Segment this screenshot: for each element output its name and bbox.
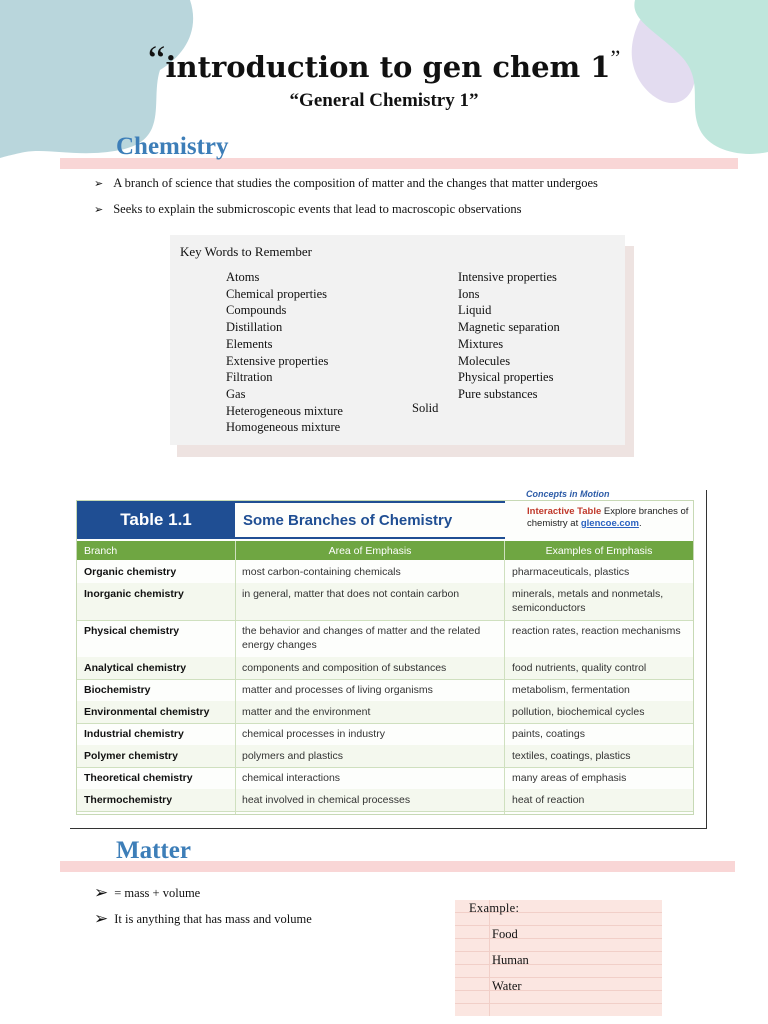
- chemistry-bullet-2: [94, 202, 521, 217]
- table-title: Some Branches of Chemistry: [235, 501, 505, 539]
- area-cell: chemical interactions: [242, 772, 341, 784]
- branch-cell: Physical chemistry: [84, 625, 180, 637]
- keyword-item: Pure substances: [458, 386, 538, 401]
- branch-cell: Analytical chemistry: [84, 662, 187, 674]
- keywords-left-column: [226, 269, 343, 436]
- area-cell: most carbon-containing chemicals: [242, 566, 401, 578]
- branch-cell: Theoretical chemistry: [84, 772, 193, 784]
- keyword-item: Filtration: [226, 370, 273, 385]
- keyword-item: Liquid: [458, 303, 492, 318]
- area-cell: components and composition of substances: [242, 662, 447, 674]
- branches-table: [76, 500, 694, 815]
- keyword-item: Ions: [458, 286, 480, 301]
- area-cell: chemical processes in industry: [242, 728, 385, 740]
- page-subtitle: “General Chemistry 1”: [289, 90, 479, 111]
- keyword-item: Chemical properties: [226, 286, 328, 301]
- keywords-box: [170, 235, 625, 445]
- area-cell: polymers and plastics: [242, 750, 343, 762]
- area-cell: matter and processes of living organisms: [242, 684, 433, 696]
- arrow-bullet-icon: ➢: [94, 178, 104, 190]
- keyword-item: Heterogeneous mixture: [226, 403, 343, 418]
- glencoe-link[interactable]: glencoe.com: [580, 518, 639, 529]
- table-row: [77, 745, 693, 768]
- interactive-table-text: Explore branches of chemistry at: [527, 506, 689, 529]
- interactive-table-note: [527, 506, 692, 530]
- title-close-quote: ”: [610, 45, 621, 70]
- column-header-label: Area of Emphasis: [328, 544, 412, 557]
- keyword-item: Distillation: [226, 320, 283, 335]
- title-text: introduction to gen chem 1: [165, 50, 611, 84]
- arrow-bullet-icon: ➢: [94, 204, 104, 216]
- branch-cell: Environmental chemistry: [84, 706, 210, 718]
- period: .: [638, 518, 642, 529]
- bullet-text: Seeks to explain the submicroscopic events that lead to macroscopic observations: [113, 202, 522, 216]
- table-row: [77, 701, 693, 724]
- column-header-area: [236, 541, 504, 560]
- examples-cell: heat of reaction: [512, 794, 585, 806]
- page-title: [0, 37, 768, 87]
- branch-cell: Biochemistry: [84, 684, 151, 696]
- keyword-item: Elements: [226, 336, 273, 351]
- keyword-item: Physical properties: [458, 370, 554, 385]
- keyword-item: Intensive properties: [458, 270, 557, 284]
- column-divider: [235, 541, 236, 814]
- bullet-text: It is anything that has mass and volume: [114, 911, 312, 926]
- examples-cell: metabolism, fermentation: [512, 684, 630, 696]
- examples-cell: food nutrients, quality control: [512, 662, 647, 674]
- example-title: Example:: [469, 901, 520, 915]
- concepts-in-motion-logo: Concepts in Motion: [526, 489, 610, 499]
- examples-cell: reaction rates, reaction mechanisms: [512, 625, 681, 637]
- keyword-item: Extensive properties: [226, 353, 329, 368]
- area-cell: in general, matter that does not contain carbon: [242, 588, 460, 600]
- branches-table-figure: [70, 490, 707, 829]
- column-header-label: Branch: [84, 544, 118, 557]
- example-box-margin-line: [489, 900, 490, 1016]
- keyword-item: Gas: [226, 386, 246, 401]
- branch-cell: Inorganic chemistry: [84, 588, 184, 600]
- arrow-bullet-icon: ➢: [94, 883, 109, 902]
- branch-cell: Organic chemistry: [84, 566, 177, 578]
- chemistry-bullet-1: [94, 176, 598, 191]
- example-item: Human: [492, 953, 529, 967]
- examples-cell: many areas of emphasis: [512, 772, 627, 784]
- interactive-table-label: Interactive Table: [527, 506, 602, 517]
- title-open-quote: “: [147, 37, 166, 82]
- keywords-title: Key Words to Remember: [180, 244, 312, 259]
- bullet-text: = mass + volume: [114, 885, 201, 900]
- example-item: Water: [492, 979, 522, 993]
- examples-cell: pharmaceuticals, plastics: [512, 566, 630, 578]
- keyword-item: Magnetic separation: [458, 320, 560, 335]
- table-row: [77, 767, 693, 790]
- table-row: [77, 723, 693, 746]
- examples-cell: textiles, coatings, plastics: [512, 750, 631, 762]
- examples-cell: paints, coatings: [512, 728, 585, 740]
- branch-cell: Industrial chemistry: [84, 728, 184, 740]
- keywords-right-column: [458, 269, 560, 403]
- column-header-examples: [505, 541, 693, 560]
- keyword-item: Atoms: [226, 270, 260, 284]
- table-row: [77, 679, 693, 702]
- matter-heading: Matter: [116, 837, 191, 864]
- example-box: [455, 900, 662, 1016]
- table-row: [77, 657, 693, 680]
- column-header-branch: [77, 541, 235, 560]
- examples-cell: minerals, metals and nonmetals, semiconductors: [512, 588, 664, 614]
- branch-cell: Thermochemistry: [84, 794, 173, 806]
- matter-bullet-1: [94, 883, 200, 903]
- table-row: [77, 561, 693, 584]
- keyword-item: Molecules: [458, 353, 511, 368]
- table-number: Table 1.1: [77, 501, 235, 539]
- keyword-item: Homogeneous mixture: [226, 420, 341, 435]
- table-row: [77, 583, 693, 621]
- keyword-item-solid: Solid: [412, 401, 439, 415]
- example-item: Food: [492, 927, 518, 941]
- area-cell: heat involved in chemical processes: [242, 794, 411, 806]
- keyword-item: Mixtures: [458, 336, 504, 351]
- examples-cell: pollution, biochemical cycles: [512, 706, 645, 718]
- column-divider: [504, 541, 505, 814]
- keyword-item: Compounds: [226, 303, 287, 318]
- matter-bullet-2: [94, 909, 312, 929]
- table-row: [77, 789, 693, 812]
- branch-cell: Polymer chemistry: [84, 750, 178, 762]
- column-header-label: Examples of Emphasis: [545, 544, 653, 557]
- arrow-bullet-icon: ➢: [94, 909, 109, 928]
- area-cell: matter and the environment: [242, 706, 371, 718]
- area-cell: the behavior and changes of matter and the related energy changes: [242, 625, 481, 651]
- bullet-text: A branch of science that studies the composition of matter and the changes that matter undergoes: [113, 176, 598, 190]
- chemistry-heading: Chemistry: [116, 133, 229, 160]
- table-row: [77, 620, 693, 658]
